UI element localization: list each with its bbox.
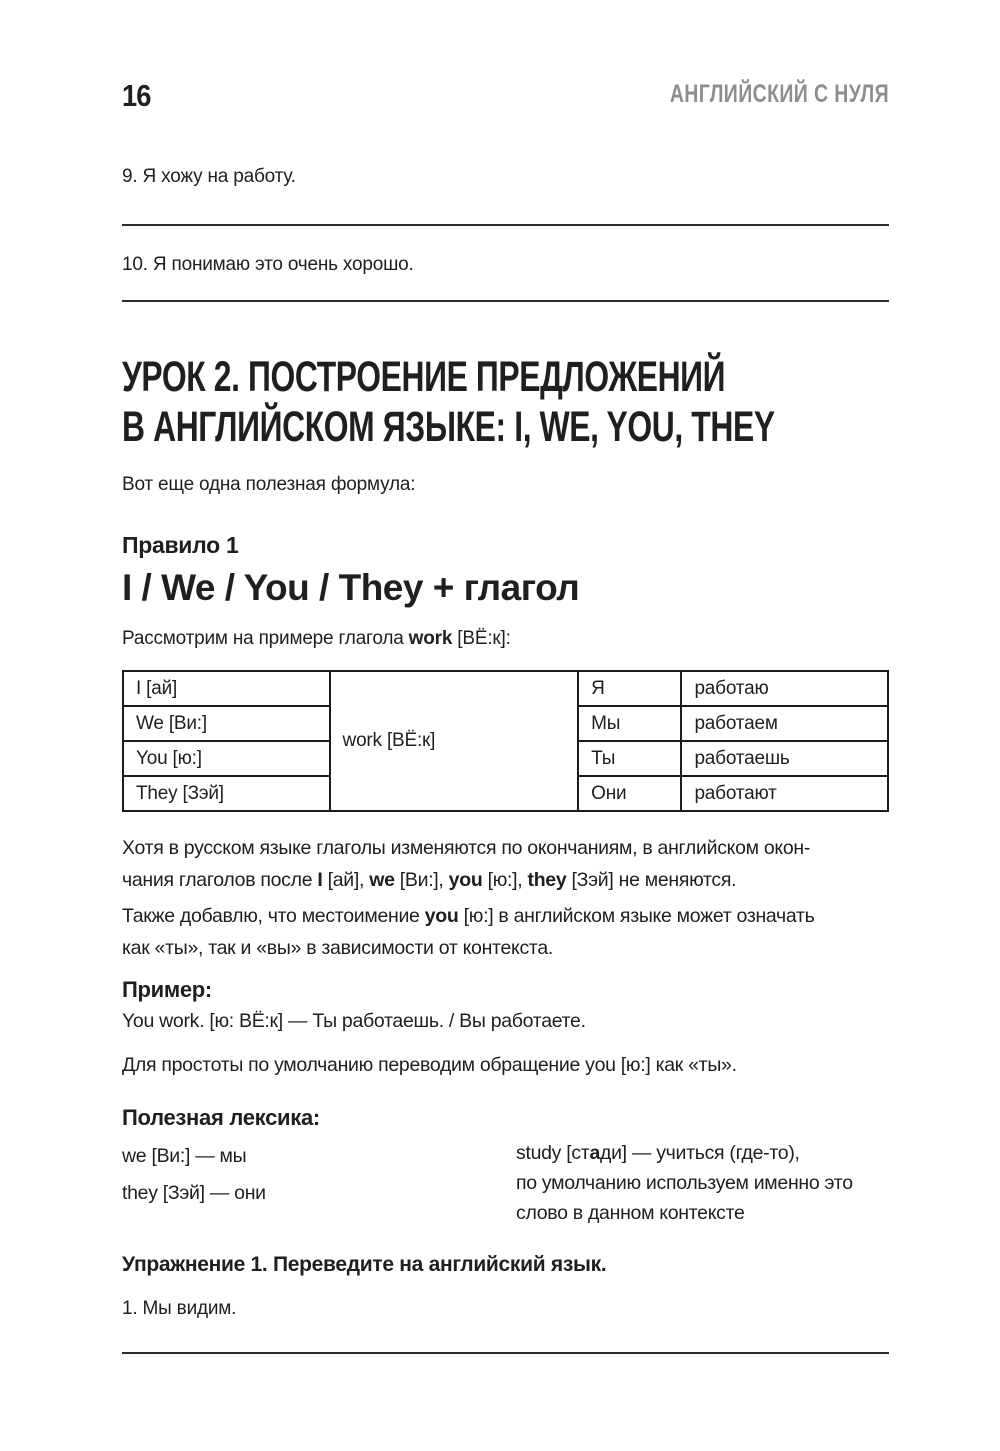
lesson-title-line-2: В АНГЛИЙСКОМ ЯЗЫКЕ: I, WE, YOU, THEY — [122, 403, 775, 451]
prev-exercise-item-9: 9. Я хожу на работу. — [122, 166, 296, 187]
table-cell-pronoun: Они — [578, 776, 681, 811]
lesson-title — [122, 352, 889, 452]
lesson-title-line-1: УРОК 2. ПОСТРОЕНИЕ ПРЕДЛОЖЕНИЙ — [122, 353, 726, 401]
table-cell-en: They [Зэй] — [123, 776, 330, 811]
example-sentence: You work. [ю: ВЁ:к] — Ты работаешь. / Вы работаете. — [122, 1010, 586, 1032]
exercise-item-1: 1. Мы видим. — [122, 1298, 237, 1319]
answer-blank-line — [122, 1352, 889, 1354]
page-header — [122, 78, 889, 116]
table-cell-ru-verb: работаем — [681, 706, 888, 741]
explanation-paragraph-1: Хотя в русском языке глаголы изменяются по окончаниям, в английском окон- чания глаголов после I [ай], we [Ви:], you [ю:], they [Зэй] не меняются. — [122, 837, 811, 891]
vocab-item-they: they [Зэй] — они — [122, 1182, 266, 1204]
table-cell-en: I [ай] — [123, 671, 330, 706]
example-note: Для простоты по умолчанию переводим обращение you [ю:] как «ты». — [122, 1054, 737, 1076]
rule-lead-text: Рассмотрим на примере глагола work [ВЁ:к]: — [122, 628, 511, 649]
vocabulary-columns — [122, 1138, 889, 1228]
lesson-intro: Вот еще одна полезная формула: — [122, 474, 416, 495]
rule-label: Правило 1 — [122, 532, 239, 558]
vocab-item-we: we [Ви:] — мы — [122, 1145, 247, 1167]
table-cell-pronoun: Я — [578, 671, 681, 706]
book-page — [122, 0, 889, 1354]
page-number: 16 — [122, 78, 151, 113]
table-cell-pronoun: Мы — [578, 706, 681, 741]
exercise-title: Упражнение 1. Переведите на английский язык. — [122, 1253, 607, 1276]
example-label: Пример: — [122, 977, 212, 1002]
conjugation-table — [122, 670, 889, 812]
answer-blank-line — [122, 224, 889, 226]
answer-blank-line — [122, 300, 889, 302]
table-cell-pronoun: Ты — [578, 741, 681, 776]
rule-formula: I / We / You / They + глагол — [122, 567, 580, 608]
vocabulary-label: Полезная лексика: — [122, 1105, 320, 1130]
table-cell-en: We [Ви:] — [123, 706, 330, 741]
table-cell-verb-merged: work [ВЁ:к] — [330, 671, 579, 811]
table-cell-ru-verb: работаю — [681, 671, 888, 706]
prev-exercise-item-10: 10. Я понимаю это очень хорошо. — [122, 254, 414, 275]
running-header-title: АНГЛИЙСКИЙ С НУЛЯ — [669, 80, 889, 108]
table-cell-ru-verb: работают — [681, 776, 888, 811]
vocabulary-right-column: study [стади] — учиться (где-то), по умолчанию используем именно это слово в данном контексте — [516, 1142, 853, 1224]
explanation-paragraph-2: Также добавлю, что местоимение you [ю:] в английском языке может означать как «ты», так и «вы» в зависимости от контекста. — [122, 905, 815, 959]
vocabulary-left-column — [122, 1138, 516, 1228]
table-cell-ru-verb: работаешь — [681, 741, 888, 776]
table-row — [123, 671, 888, 706]
table-cell-en: You [ю:] — [123, 741, 330, 776]
